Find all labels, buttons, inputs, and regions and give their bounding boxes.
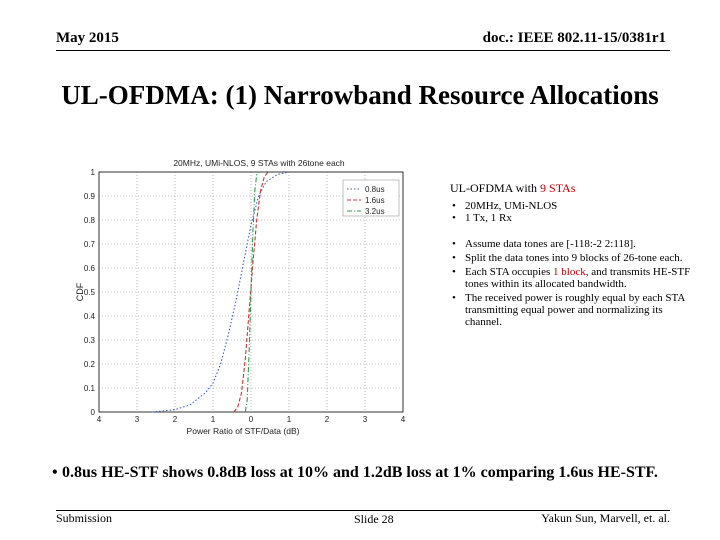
assumption-list [450,238,695,328]
each-sta-highlight: 1 block [553,266,586,278]
y-tick-label: 1 [90,168,95,177]
info-panel [450,182,695,330]
config-list [450,200,695,224]
y-tick-label: 0.8 [83,216,95,225]
y-tick-label: 0.3 [83,336,95,345]
y-axis-label: CDF [75,282,85,302]
y-tick-label: 0.6 [83,264,95,273]
assumption-power: • The received power is roughly equal by each STA transmitting equal power and normalizing its channel. [450,292,695,328]
y-tick-label: 0.5 [83,288,95,297]
x-tick-label: 3 [134,415,140,424]
y-tick-label: 0.9 [83,192,95,201]
config-item-channel: • 20MHz, UMi-NLOS [450,200,695,212]
info-heading [450,182,695,194]
each-sta-prefix: Each STA occupies [465,266,554,278]
header-date: May 2015 [56,30,119,46]
y-tick-label: 0.7 [83,240,95,249]
conclusion-bullet: • [52,464,58,481]
conclusion-text: 0.8us HE-STF shows 0.8dB loss at 10% and 1.2dB loss at 1% comparing 1.6us HE-STF. [62,464,658,481]
assumption-split: • Split the data tones into 9 blocks of 26-tone each. [450,252,695,264]
footer-submission: Submission [56,511,113,525]
slide-title: UL-OFDMA: (1) Narrowband Resource Allocations [61,80,659,110]
assumption-each-sta [450,266,695,290]
x-tick-label: 1 [210,415,216,424]
info-heading-prefix: UL-OFDMA with [450,181,541,195]
y-tick-label: 0.1 [83,384,95,393]
x-tick-label: 2 [324,415,330,424]
y-tick-label: 0 [90,408,95,417]
series-line-3.2us [245,172,258,412]
x-tick-label: 4 [400,415,406,424]
config-item-antennas: • 1 Tx, 1 Rx [450,212,695,224]
x-tick-label: 1 [286,415,292,424]
y-tick-label: 0.4 [83,312,95,321]
legend-label-1.6us: 1.6us [365,196,385,205]
assumption-data-tones: • Assume data tones are [-118:-2 2:118]. [450,238,695,250]
x-tick-label: 3 [362,415,368,424]
x-axis-label: Power Ratio of STF/Data (dB) [186,426,300,436]
header-rule [56,50,670,51]
legend-label-0.8us: 0.8us [365,185,385,194]
header-doc-id: doc.: IEEE 802.11-15/0381r1 [482,30,666,46]
x-tick-label: 0 [248,415,254,424]
x-tick-label: 2 [172,415,178,424]
chart-title: 20MHz, UMi-NLOS, 9 STAs with 26tone each [173,158,345,168]
info-heading-highlight: 9 STAs [540,181,576,195]
cdf-chart [75,150,420,445]
footer-authors: Yakun Sun, Marvell, et. al. [541,511,670,525]
each-sta-suffix: , and transmits HE-STF tones within its allocated bandwidth. [465,266,691,290]
series-line-0.8us [152,172,289,412]
x-tick-label: 4 [96,415,102,424]
y-tick-label: 0.2 [83,360,95,369]
legend-label-3.2us: 3.2us [365,207,385,216]
conclusion [52,462,692,483]
footer-slide-number: Slide 28 [354,512,394,526]
